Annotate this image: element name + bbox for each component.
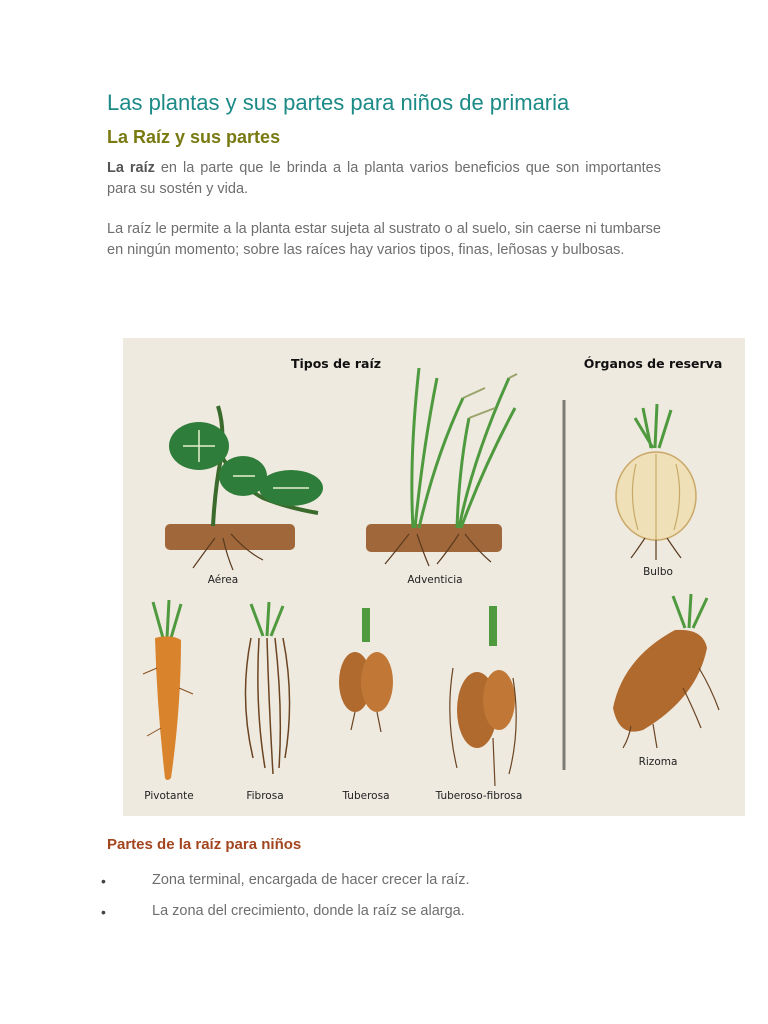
bold-term: La raíz: [107, 160, 155, 176]
fibrosa-root-illustration: [245, 602, 289, 774]
root-types-svg: [123, 338, 745, 816]
bullet-icon: •: [101, 904, 106, 920]
tuberosa-root-illustration: [339, 608, 393, 732]
label-aerea: Aérea: [207, 574, 239, 586]
list-item-text: La zona del crecimiento, donde la raíz se alarga.: [152, 903, 465, 919]
section-subtitle: La Raíz y sus partes: [107, 127, 281, 147]
label-adventicia: Adventicia: [407, 574, 463, 586]
intro-paragraph: [107, 158, 661, 199]
label-tuberosa: Tuberosa: [342, 790, 390, 802]
intro-paragraph-text: en la parte que le brinda a la planta varios beneficios que son importantes para su sostén y vida.: [107, 160, 661, 197]
figure-heading-tipos: Tipos de raíz: [290, 356, 382, 371]
aerea-plant-illustration: [165, 406, 323, 570]
label-tuberoso-fibrosa: Tuberoso-fibrosa: [435, 790, 523, 802]
bulbo-illustration: [616, 404, 696, 560]
root-types-illustration: [123, 338, 745, 816]
figure-heading-organos: Órganos de reserva: [583, 356, 723, 371]
label-bulbo: Bulbo: [643, 566, 673, 578]
pivotante-root-illustration: [143, 600, 193, 780]
tuberoso-fibrosa-root-illustration: [450, 606, 516, 786]
bullet-icon: •: [101, 873, 106, 889]
second-paragraph: La raíz le permite a la planta estar sujeta al sustrato o al suelo, sin caerse ni tumbarse en ningún momento; sobre las raíces hay varios tipos, finas, leñosas y bulbosas.: [107, 221, 661, 258]
section-heading-partes: Partes de la raíz para niños: [107, 836, 302, 853]
rizoma-illustration: [613, 594, 719, 748]
list-item-text: Zona terminal, encargada de hacer crecer la raíz.: [152, 872, 470, 888]
adventicia-plant-illustration: [366, 368, 517, 566]
label-rizoma: Rizoma: [638, 756, 678, 768]
page-title: Las plantas y sus partes para niños de primaria: [107, 90, 570, 115]
label-pivotante: Pivotante: [144, 790, 194, 802]
label-fibrosa: Fibrosa: [246, 790, 284, 802]
